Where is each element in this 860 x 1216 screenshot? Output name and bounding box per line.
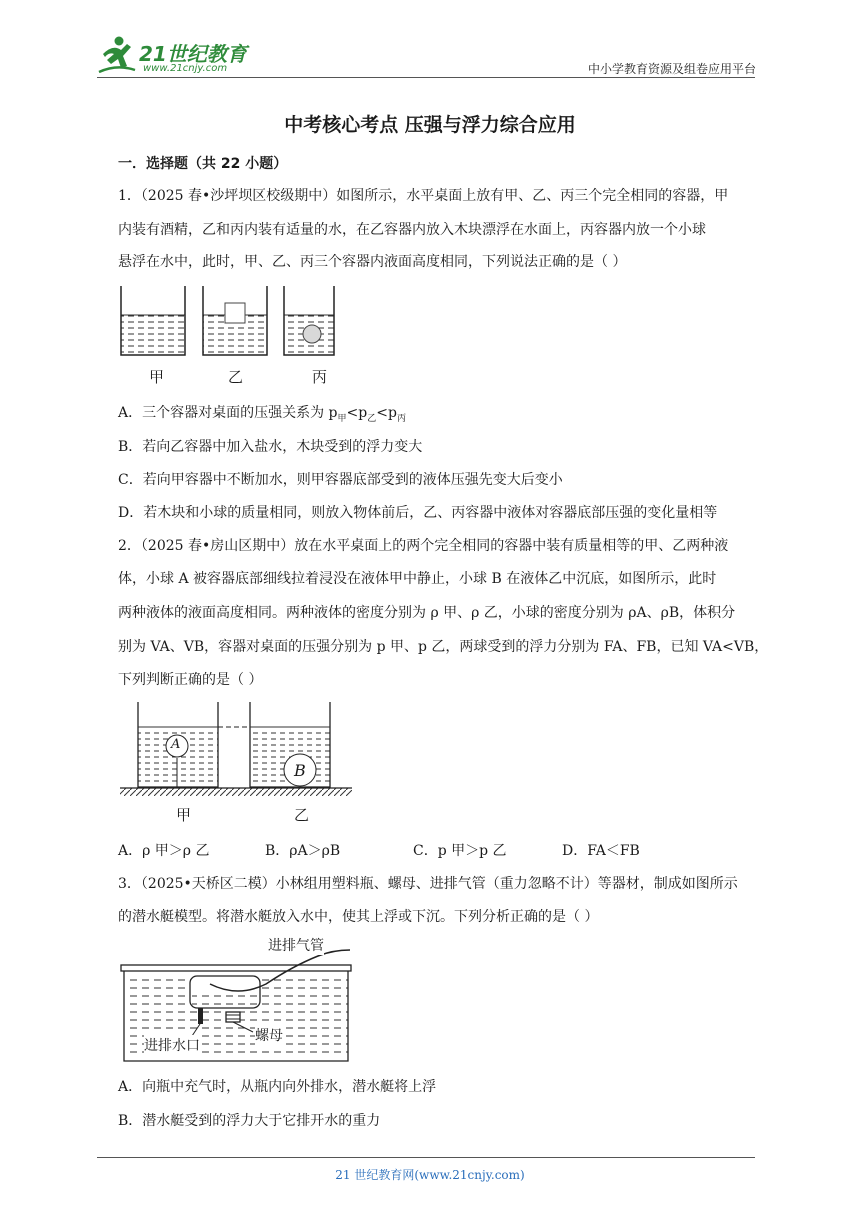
q2-option-c: C．p 甲＞p 乙 bbox=[413, 843, 507, 859]
ball-b-label: B bbox=[294, 761, 306, 780]
q3-line-2: 的潜水艇模型。将潜水艇放入水中，使其上浮或下沉。下列分析正确的是（ ） bbox=[118, 909, 599, 925]
q1-line-1: 1．（2025 春•沙坪坝区校级期中）如图所示，水平桌面上放有甲、乙、丙三个完全相同的容器，甲 bbox=[118, 188, 729, 204]
q2-option-b: B．ρA＞ρB bbox=[265, 843, 341, 859]
container-jia bbox=[121, 286, 185, 355]
label-nut: 螺母 bbox=[255, 1025, 283, 1045]
label-vent-tube: 进排气管 bbox=[268, 935, 324, 955]
q1-label-bing: 丙 bbox=[312, 368, 328, 386]
container-bing bbox=[284, 286, 334, 355]
logo-brand: 21世纪教育 bbox=[139, 42, 247, 66]
q2-line-5: 下列判断正确的是（ ） bbox=[118, 672, 263, 688]
q3-option-b: B．潜水艇受到的浮力大于它排开水的重力 bbox=[118, 1113, 381, 1129]
footer-link[interactable]: 21 世纪教育网(www.21cnjy.com) bbox=[335, 1168, 525, 1182]
q2-line-3: 两种液体的液面高度相同。两种液体的密度分别为 ρ 甲、ρ 乙，小球的密度分别为 ρA、ρB，体积分 bbox=[118, 605, 736, 621]
wood-block bbox=[225, 303, 245, 323]
section-heading: 一．选择题（共 22 小题） bbox=[118, 156, 288, 172]
q3-option-a: A．向瓶中充气时，从瓶内向外排水，潜水艇将上浮 bbox=[118, 1079, 437, 1095]
page-title: 中考核心考点 压强与浮力综合应用 bbox=[284, 114, 576, 136]
logo bbox=[97, 34, 267, 78]
platform-name: 中小学教育资源及组卷应用平台 bbox=[587, 62, 756, 76]
q1-label-jia: 甲 bbox=[149, 368, 165, 386]
q1-option-a: A．三个容器对桌面的压强关系为 $p_甲<p_乙<p_丙$ bbox=[118, 405, 406, 424]
q2-option-a: A．ρ 甲＞ρ 乙 bbox=[118, 843, 210, 859]
q2-line-2: 体，小球 A 被容器底部细线拉着浸没在液体甲中静止，小球 B 在液体乙中沉底，如图所示，此时 bbox=[118, 571, 717, 587]
q2-figure bbox=[118, 700, 354, 800]
q2-label-yi: 乙 bbox=[294, 806, 310, 824]
header-divider bbox=[97, 77, 755, 78]
small-ball bbox=[303, 325, 321, 343]
q1-line-3: 悬浮在水中，此时，甲、乙、丙三个容器内液面高度相同，下列说法正确的是（ ） bbox=[118, 254, 627, 270]
container-yi bbox=[203, 286, 267, 355]
q2-line-1: 2．（2025 春•房山区期中）放在水平桌面上的两个完全相同的容器中装有质量相等的甲、乙两种液 bbox=[118, 538, 729, 554]
q1-option-b: B．若向乙容器中加入盐水，木块受到的浮力变大 bbox=[118, 439, 423, 455]
q1-label-yi: 乙 bbox=[228, 368, 244, 386]
q2-label-jia: 甲 bbox=[176, 806, 192, 824]
q3-line-1: 3．（2025•天桥区二模）小林组用塑料瓶、螺母、进排气管（重力忽略不计）等器材，制成如图所示 bbox=[118, 876, 738, 892]
q1-option-d: D．若木块和小球的质量相同，则放入物体前后，乙、丙容器中液体对容器底部压强的变化量相等 bbox=[118, 505, 718, 521]
logo-url: www.21cnjy.com bbox=[143, 63, 228, 74]
nut bbox=[226, 1012, 240, 1022]
q1-line-2: 内装有酒精，乙和丙内装有适量的水，在乙容器内放入木块漂浮在水面上，丙容器内放一个小球 bbox=[118, 222, 706, 238]
ball-a-label: A bbox=[171, 737, 181, 752]
inlet bbox=[198, 1008, 203, 1024]
footer-divider bbox=[97, 1157, 755, 1158]
label-water-inlet: 进排水口 bbox=[144, 1035, 200, 1055]
q2-line-4: 别为 VA、VB，容器对桌面的压强分别为 p 甲、p 乙，两球受到的浮力分别为 FA、FB，已知 VA<VB， bbox=[118, 639, 769, 655]
q2-option-d: D．FA＜FB bbox=[562, 843, 640, 859]
runner-logo-icon bbox=[97, 34, 137, 76]
q1-option-c: C．若向甲容器中不断加水，则甲容器底部受到的液体压强先变大后变小 bbox=[118, 472, 563, 488]
